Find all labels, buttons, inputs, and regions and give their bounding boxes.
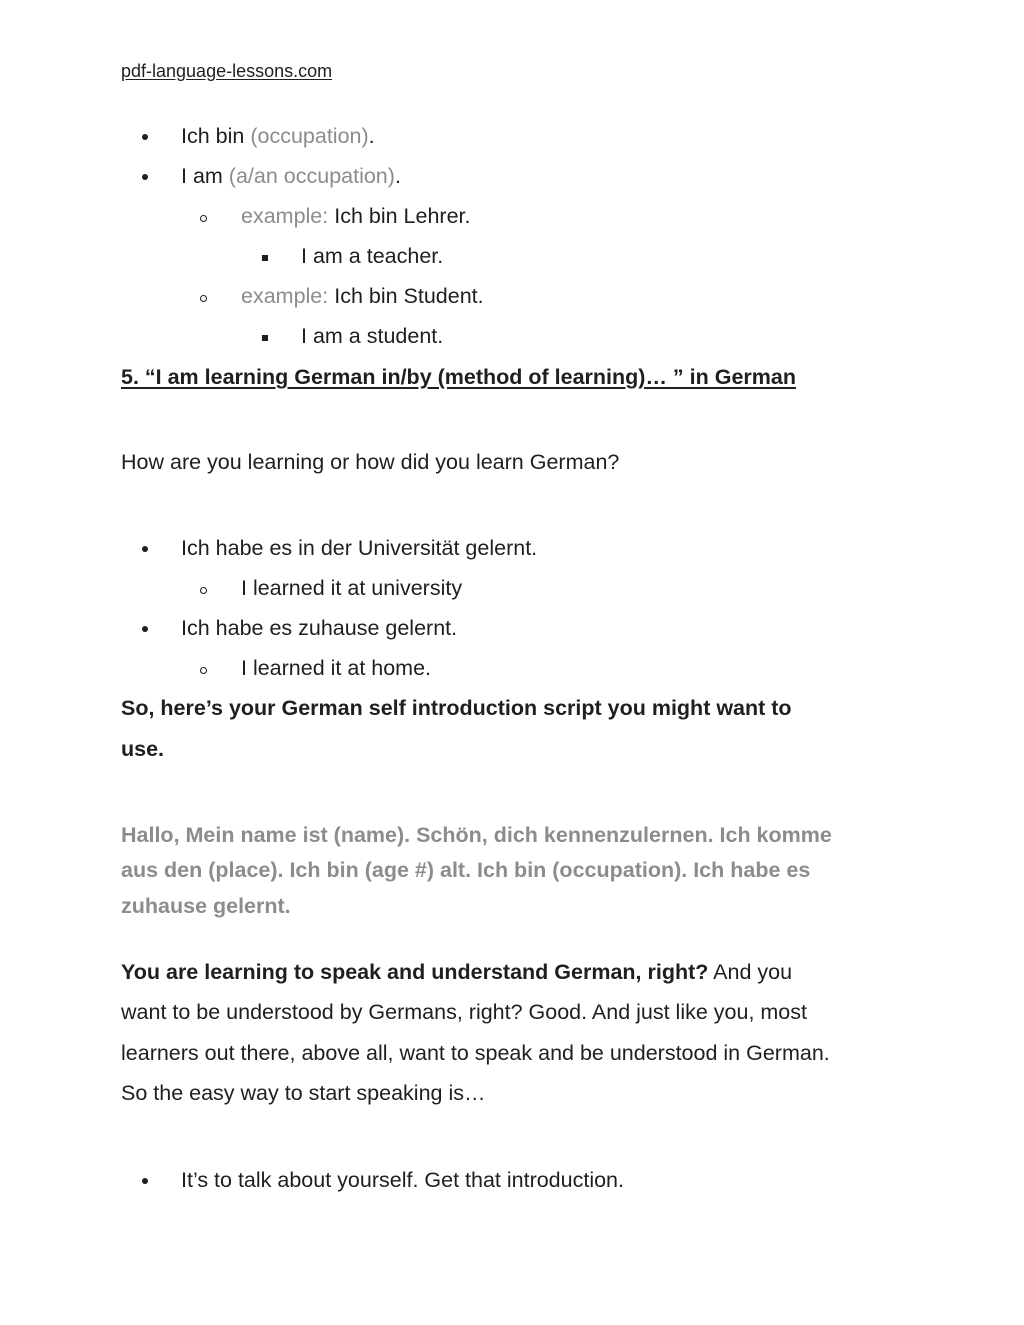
example-label: example:	[241, 284, 335, 308]
list-item	[241, 283, 484, 309]
item-placeholder: (a/an occupation)	[228, 164, 395, 188]
item-text: I am	[181, 164, 229, 188]
example-label: example:	[241, 204, 335, 228]
bullet-circle	[200, 215, 207, 222]
bullet-disc	[142, 174, 148, 180]
section-question: How are you learning or how did you learn German?	[121, 450, 620, 474]
closing-line: want to be understood by Germans, right? Good. And just like you, most	[121, 1000, 807, 1024]
list-item: I learned it at university	[241, 576, 463, 600]
script-line: zuhause gelernt.	[121, 894, 291, 918]
list-item: Ich habe es zuhause gelernt.	[181, 616, 458, 640]
bullet-disc	[142, 626, 148, 632]
closing-line: learners out there, above all, want to speak and be understood in German.	[121, 1041, 830, 1065]
script-line: aus den (place). Ich bin (age #) alt. Ich bin (occupation). Ich habe es	[121, 858, 811, 882]
closing-line	[121, 959, 792, 985]
item-end: .	[368, 124, 375, 148]
bullet-disc	[142, 546, 148, 552]
list-item: It’s to talk about yourself. Get that introduction.	[181, 1168, 624, 1192]
bullet-disc	[142, 1178, 148, 1184]
item-text: Ich bin	[181, 124, 251, 148]
script-intro-line: use.	[121, 737, 165, 761]
site-link[interactable]: pdf-language-lessons.com	[121, 61, 333, 81]
item-placeholder: (occupation)	[250, 124, 369, 148]
section-heading: 5. “I am learning German in/by (method of learning)… ” in German	[121, 365, 796, 389]
closing-line: So the easy way to start speaking is…	[121, 1081, 486, 1105]
bullet-circle	[200, 295, 207, 302]
item-end: .	[394, 164, 401, 188]
bullet-square	[262, 255, 268, 261]
bullet-circle	[200, 667, 207, 674]
script-line: Hallo, Mein name ist (name). Schön, dich kennenzulernen. Ich komme	[121, 823, 832, 847]
list-item: I learned it at home.	[241, 656, 432, 680]
bullet-square	[262, 335, 268, 341]
list-item: I am a student.	[301, 324, 444, 348]
list-item	[181, 163, 401, 189]
bullet-disc	[142, 134, 148, 140]
example-text: Ich bin Lehrer.	[334, 204, 471, 228]
list-item: I am a teacher.	[301, 244, 444, 268]
list-item: Ich habe es in der Universität gelernt.	[181, 536, 538, 560]
closing-bold: You are learning to speak and understand German, right?	[121, 960, 709, 984]
bullet-circle	[200, 587, 207, 594]
list-item	[241, 203, 470, 229]
list-item	[181, 123, 375, 149]
example-text: Ich bin Student.	[334, 284, 484, 308]
closing-rest: And you	[708, 960, 793, 984]
script-intro-line: So, here’s your German self introduction script you might want to	[121, 696, 792, 720]
